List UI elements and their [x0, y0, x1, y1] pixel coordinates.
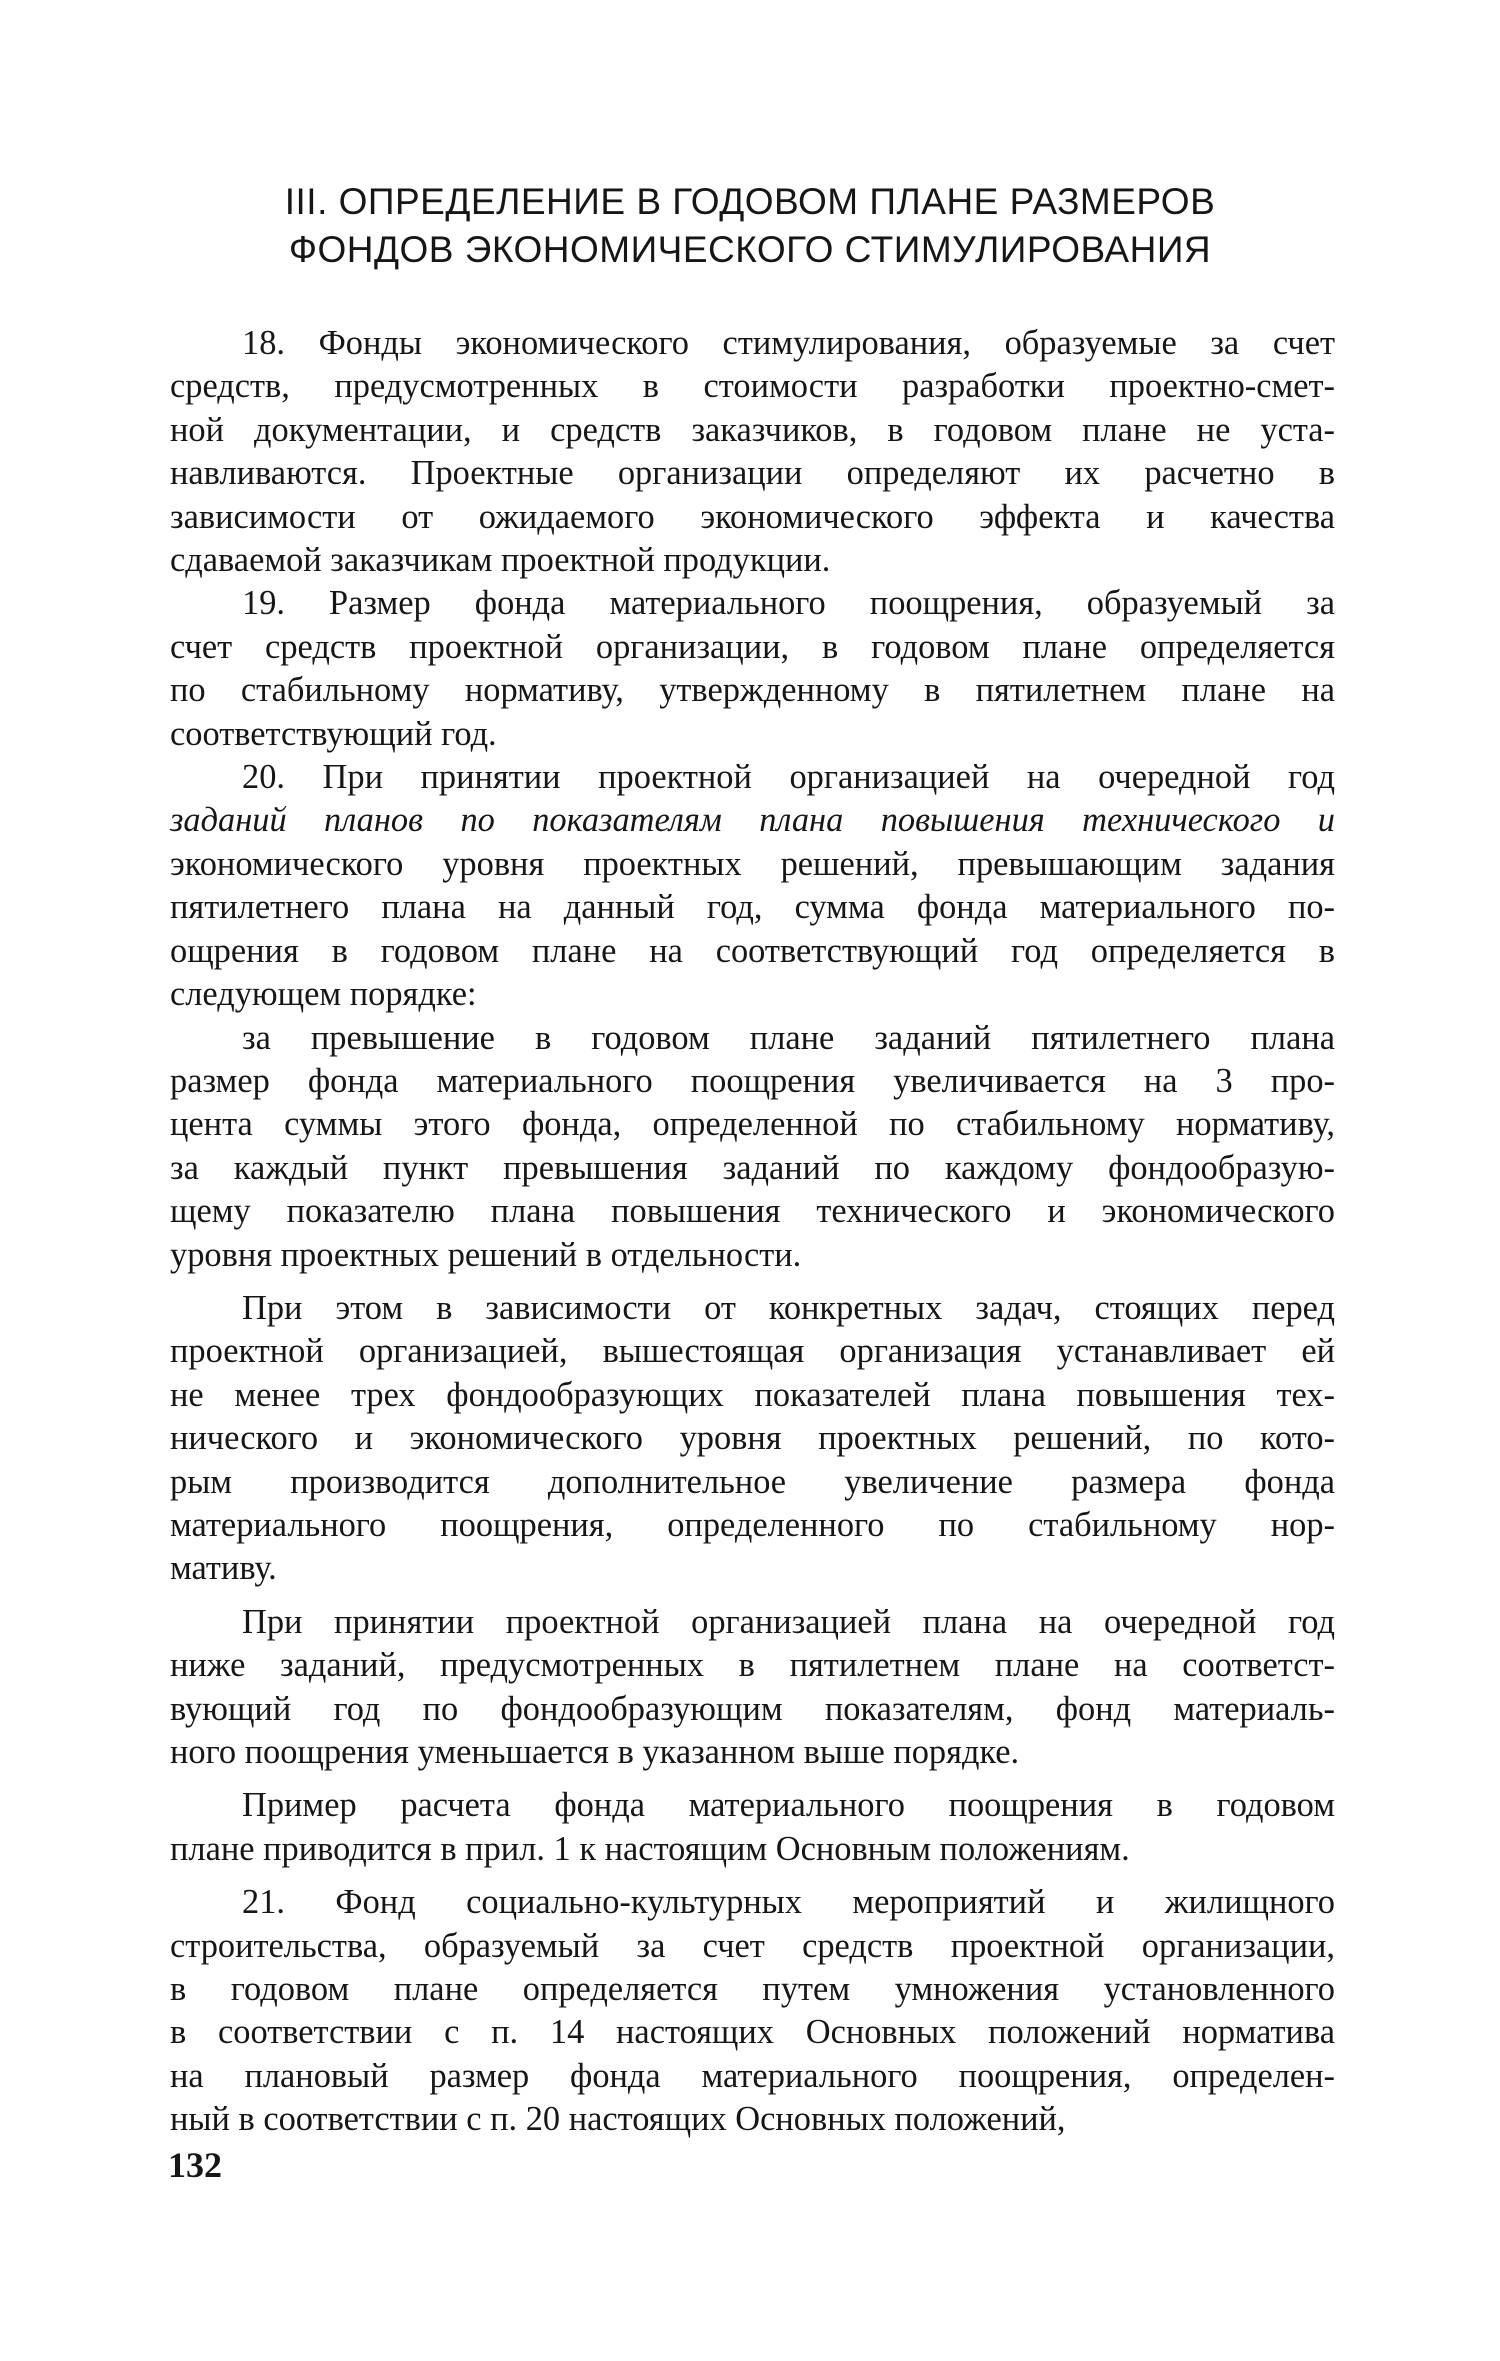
text-line: проектной организацией, вышестоящая организация устанавливает ей: [170, 1332, 1335, 1371]
text-line: ощрения в годовом плане на соответствующий год определяется в: [170, 931, 1335, 970]
text-line: 19. Размер фонда материального поощрения, образуемый за: [242, 584, 1335, 623]
paragraph-example-reference: [170, 1784, 1335, 1871]
text-line: на плановый размер фонда материального поощрения, определен-: [170, 2056, 1335, 2095]
page-number: 132: [168, 2145, 222, 2185]
text-line: ниже заданий, предусмотренных в пятилетнем плане на соответст-: [170, 1646, 1335, 1685]
section-heading-line-1: III. ОПРЕДЕЛЕНИЕ В ГОДОВОМ ПЛАНЕ РАЗМЕРОВ: [284, 181, 1216, 222]
text-line: средств, предусмотренных в стоимости разработки проектно-смет-: [170, 367, 1335, 406]
text-line: в годовом плане определяется путем умножения установленного: [170, 1970, 1335, 2009]
text-line: 21. Фонд социально-культурных мероприятий и жилищного: [242, 1883, 1335, 1922]
text-line: пятилетнего плана на данный год, сумма фонда материального по-: [170, 888, 1335, 927]
section-heading: [150, 178, 1350, 274]
body-text: [170, 322, 1335, 2142]
paragraph-20: [170, 756, 1335, 1016]
text-line: уровня проектных решений в отдельности.: [170, 1235, 802, 1274]
text-line: При принятии проектной организацией плана на очередной год: [242, 1602, 1335, 1641]
text-line: зависимости от ожидаемого экономического эффекта и качества: [170, 497, 1335, 536]
text-line: рым производится дополнительное увеличение размера фонда: [170, 1462, 1335, 1501]
text-line: экономического уровня проектных решений, превышающим задания: [170, 844, 1335, 883]
text-line: щему показателю плана повышения технического и экономического: [170, 1192, 1335, 1231]
text-line: нического и экономического уровня проектных решений, по кото-: [170, 1419, 1335, 1458]
text-line: 20. При принятии проектной организацией на очередной год: [242, 758, 1335, 797]
text-line: Пример расчета фонда материального поощрения в годовом: [242, 1786, 1335, 1825]
text-line: 18. Фонды экономического стимулирования, образуемые за счет: [242, 324, 1335, 362]
text-line: следующем порядке:: [170, 975, 477, 1014]
text-line: сдаваемой заказчикам проектной продукции.: [170, 541, 831, 580]
text-line: соответствующий год.: [170, 714, 497, 753]
paragraph-21: [170, 1881, 1335, 2141]
text-line: ный в соответствии с п. 20 настоящих Основных положений,: [170, 2100, 1066, 2139]
text-line: плане приводится в прил. 1 к настоящим Основным положениям.: [170, 1829, 1130, 1868]
text-line: за каждый пункт превышения заданий по каждому фондообразую-: [170, 1148, 1335, 1187]
text-line: за превышение в годовом плане заданий пятилетнего плана: [242, 1018, 1335, 1057]
text-line: цента суммы этого фонда, определенной по стабильному нормативу,: [170, 1105, 1335, 1144]
paragraph-18: [170, 322, 1335, 582]
paragraph-19: [170, 582, 1335, 756]
text-line: заданий планов по показателям плана повышения технического и: [170, 801, 1335, 840]
paragraph-indicators: [170, 1287, 1335, 1591]
text-line: мативу.: [170, 1549, 277, 1588]
text-line: материального поощрения, определенного по стабильному нор-: [170, 1505, 1335, 1544]
text-line: счет средств проектной организации, в годовом плане определяется: [170, 627, 1335, 666]
text-line: по стабильному нормативу, утвержденному в пятилетнем плане на: [170, 671, 1335, 710]
section-heading-line-2: ФОНДОВ ЭКОНОМИЧЕСКОГО СТИМУЛИРОВАНИЯ: [288, 229, 1212, 270]
text-line: не менее трех фондообразующих показателей плана повышения тех-: [170, 1375, 1335, 1414]
text-line: навливаются. Проектные организации определяют их расчетно в: [170, 454, 1335, 493]
text-line: строительства, образуемый за счет средств проектной организации,: [170, 1926, 1335, 1965]
text-line: При этом в зависимости от конкретных задач, стоящих перед: [242, 1288, 1335, 1327]
text-line: размер фонда материального поощрения увеличивается на 3 про-: [170, 1061, 1335, 1100]
paragraph-increase-rule: [170, 1017, 1335, 1277]
text-line: в соответствии с п. 14 настоящих Основных положений норматива: [170, 2013, 1335, 2052]
text-line: ного поощрения уменьшается в указанном выше порядке.: [170, 1733, 1020, 1771]
text-line: ной документации, и средств заказчиков, в годовом плане не уста-: [170, 410, 1335, 449]
text-line: вующий год по фондообразующим показателям, фонд материаль-: [170, 1689, 1335, 1728]
paragraph-decrease-rule: [170, 1601, 1335, 1775]
